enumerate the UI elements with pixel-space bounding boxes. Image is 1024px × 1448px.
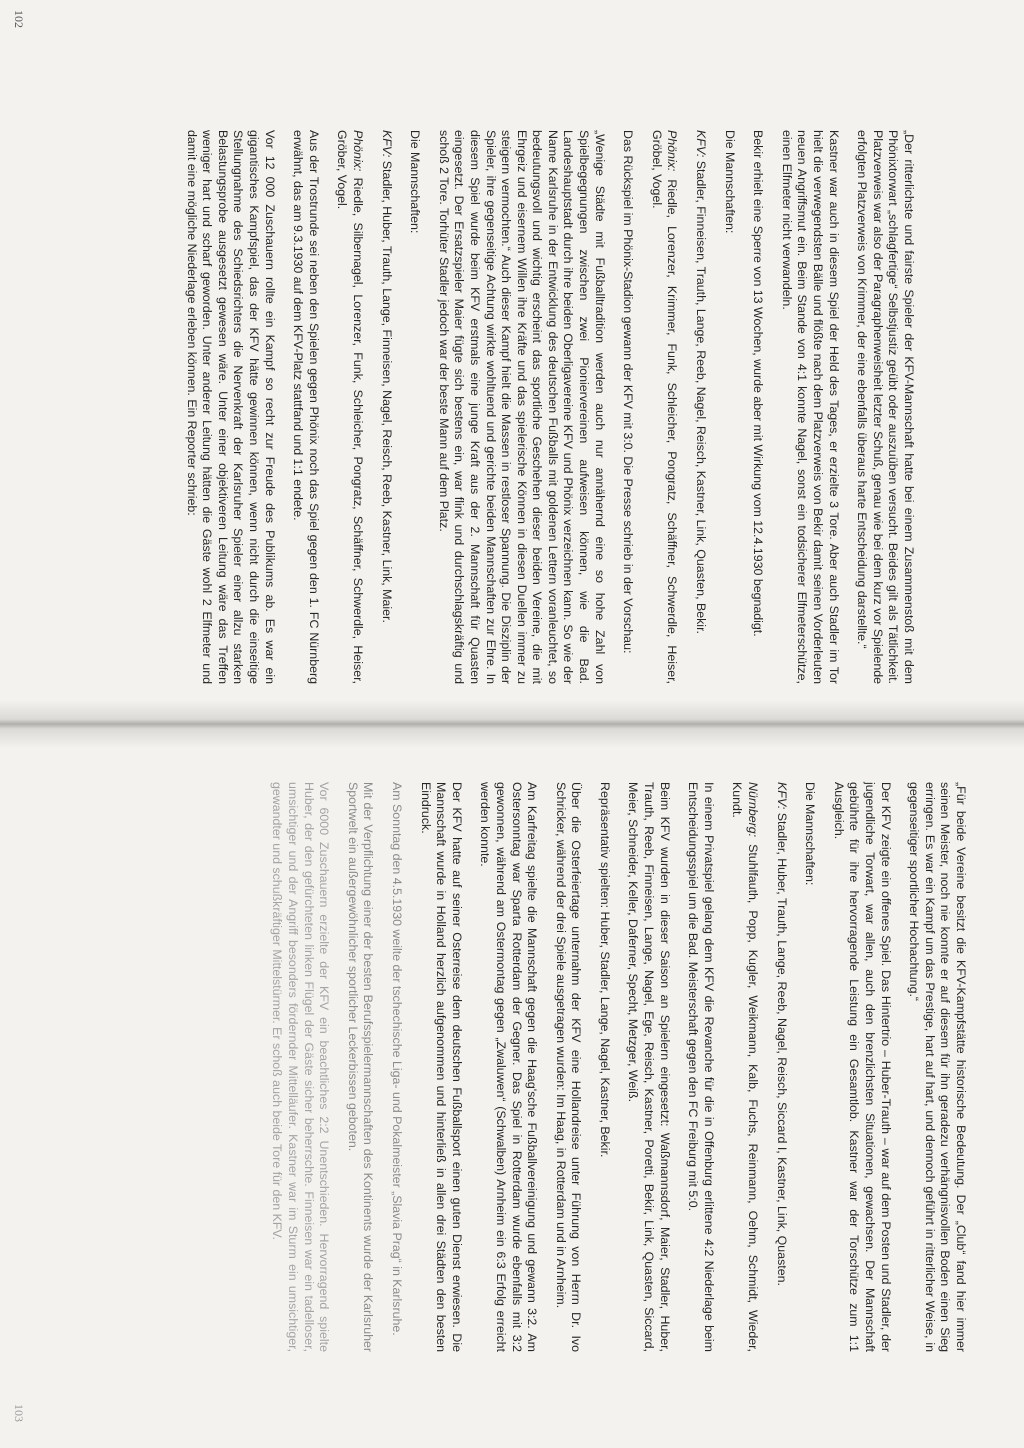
lineup-kfv-1-label: KFV: [694, 130, 709, 158]
lineup-kfv-2 [378, 130, 394, 684]
page-number-left: 102 [12, 10, 26, 28]
paragraph-bekir-sperre: Bekir erhielt eine Sperre von 13 Wochen, wurde aber mit Wirkung vom 12.4.1930 begnadigt. [751, 130, 766, 637]
paragraph-club-quote: „Für beide Vereine besitzt die KFV-Kampfstätte historische Bedeutung. Der „Club“ fand hier immer seinen Meister, noch nie konnte er auf diesem für ihn geradezu verhängnisvollen Boden einen Sieg erringen. Es war ein Kampf um das Prestige, hart auf hart, und dennoch geführt in ritterlicher Weise, in gegenseitiger sportlicher Hochachtung.“ [907, 782, 968, 1352]
paragraph-quote-ritterlich: „Der ritterlichste und fairste Spieler der KFV-Mannschaft hatte bei einem Zusammenstoß mit dem Phönixtorwart „schlagfertige“ Selbstjustiz geübt oder auszuüben versucht. Beides gilt als Tätlichkeit. Platzverweis war also der Paragraphenweisheit letzter Schuß, genau wie bei dem kurz vor Spielende erfolgten Platzverweis von Krimmer, der eine ebenfalls überaus harte Entscheidung darstellte.“ [855, 130, 916, 684]
paragraph-slavia-prag: Am Sonntag den 4.5.1930 weilte der tschechische Liga- und Pokalmeister „Slavia Prag“ in Karlsruhe. [389, 782, 404, 1336]
paragraph-mannschaften-3: Die Mannschaften: [803, 782, 818, 886]
paragraph-verpflichtung: Mit der Verpflichtung einer der besten Berufsspielermannschaften des Kontinents wurde der Karlsruher Sportwelt ein außergewöhnlicher sportlicher Leckerbissen geboten. [345, 782, 376, 1352]
lineup-kfv-3-label: KFV: [774, 782, 789, 810]
paragraph-kastner-held: Kastner war auch in diesem Spiel der Held des Tages, er erzielte 3 Tore. Aber auch Stadler im Tor hielt die verwegendsten Bälle und flößte nach dem Platzverweis von Bekir damit seinen Vorderleuten neuen Angriffsmut ein. Beim Stande von 4:1 konnte Nagel, sonst ein todsicherer Elfmeterschütze, einen Elfmeter nicht verwandeln. [779, 130, 841, 684]
paragraph-osterfeiertage: Über die Osterfeiertage unternahm der KFV eine Hollandreise unter Führung von Herrn Dr. Ivo Schricker, während der drei Spiele ausgetragen wurden: Im Haag, in Rotterdam und in Arnheim. [553, 782, 584, 1352]
lineup-phoenix-2-players: Riedle, Silbernagel, Lorenzer, Funk, Schleicher, Pongratz, Schäffner, Schwerdle, Heiser, Gröber, Vogel. [335, 130, 365, 684]
paragraph-karfreitag: Am Karfreitag spielte die Mannschaft gegen die Haag'sche Fußballvereinigung und gewann 3:2. Am Ostersonntag war Sparta Rotterdam der Gegner. Das Spiel in Rotterdam wurde ebenfalls mit 3:2 gewonnen, während am Ostermontag gegen „Zwaluwen“ (Schwalben) Arnheim ein 6:3 Erfolg erreicht werden konnte. [478, 782, 540, 1352]
page-number-right: 103 [12, 1404, 26, 1422]
paragraph-mannschaften-2: Die Mannschaften: [408, 130, 423, 234]
lineup-kfv-1-players: Stadler, Finneisen, Trauth, Lange, Reeb, Nagel, Reisch, Kastner, Link, Quasten, Bekir. [694, 157, 709, 634]
lineup-phoenix-2 [334, 130, 365, 684]
paragraph-osterreise: Der KFV hatte auf seiner Osterreise dem deutschen Fußballsport einen guten Dienst erwiesen. Die Mannschaft wurde in Holland herzlich aufgenommen und hinterließ in allen drei Städten den besten Eindruck. [418, 782, 464, 1352]
paragraph-offenes-spiel: Der KFV zeigte ein offenes Spiel. Das Hintertrio – Huber-Trauth – war auf dem Posten und Stadler, der jugendliche Torwart, war allen, auch den brenzlichsten Situationen, gewachsen. Der Mannschaft gebührte für ihre hervorragende Leistung ein Gesamtlob. Kastner war der Torschütze zum 1:1 Ausgleich. [831, 782, 893, 1352]
lineup-nuernberg-3 [729, 782, 760, 1352]
paragraph-privatspiel: In einem Privatspiel gelang dem KFV die Revanche für die in Offenburg erlittene 4:2 Niederlage beim Entscheidungsspiel um die Bad. Meisterschaft gegen den FC Freiburg mit 5:0. [686, 782, 716, 1352]
paragraph-12000-zuschauer: Vor 12 000 Zuschauern rollte ein Kampf so recht zur Freude des Publikums ab. Es war ein gigantisches Kampfspiel, das der KFV hätte gewinnen können, wenn nicht durch die einseitige Stellungnahme des Schiedsrichters die Nervenkraft der Karlsruher Spieler einer allzu starken Belastungsprobe ausgesetzt gewesen wäre. Unter einer objektiveren Leitung wäre das Treffen weniger hart und scharf geworden. Unter anderer Leitung hätten die Gäste wohl 2 Elfmeter und damit eine mögliche Niederlage erleben können. Ein Reporter schrieb: [184, 130, 277, 684]
right-page [0, 724, 1024, 1448]
paragraph-repraesentativ: Repräsentativ spielten: Huber, Stadler, Lange, Nagel, Kastner, Bekir. [597, 782, 612, 1158]
lineup-phoenix-1-players: Riedle, Lorenzer, Krimmer, Funk, Schleicher, Pongratz, Schäffner, Schwerdle, Heiser, Gröbel, Vogel. [649, 130, 680, 684]
lineup-kfv-3-players: Stadler, Huber, Trauth, Lange, Reeb, Nagel, Reisch, Siccard I, Kastner, Link, Quasten. [774, 809, 789, 1286]
paragraph-rueckspiel: Das Rückspiel im Phönix-Stadion gewann der KFV mit 3:0. Die Presse schrieb in der Vorschau: [621, 130, 636, 654]
lineup-kfv-2-players: Stadler, Huber, Trauth, Lange, Finneisen, Nagel, Reisch, Reeb, Kastner, Link, Maier. [379, 157, 394, 623]
paragraph-mannschaften-1: Die Mannschaften: [722, 130, 737, 234]
lineup-kfv-2-label: KFV: [379, 130, 394, 158]
paragraph-saison-spieler: Beim KFV wurden in dieser Saison an Spielern eingesetzt: Waßmannsdorf, Maier, Stadler, Huber, Trauth, Reeb, Finneisen, Lange, Nagel, Ege, Reisch, Kastner, Poretti, Bekir, Link, Quasten, Siccard, Meier, Schneider, Keller, Daferner, Specht, Metzger, Weiß. [626, 782, 672, 1352]
paragraph-trostrunde: Aus der Trostrunde sei neben den Spielen gegen Phönix noch das Spiel gegen den 1. FC Nürnberg erwähnt, das am 9.3.1930 auf dem KFV-Platz stattfand und 1:1 endete. [291, 130, 321, 684]
paragraph-vorschau-quote: „Wenige Städte mit Fußballtradition werden auch nur annähernd eine so hohe Zahl von Spielbegegnungen zwischen zwei Pioniervereinen aufweisen können, wie die Bad. Landeshauptstadt durch ihre beiden Oberligavereine KFV und Phönix verzeichnen kann. So wie der Name Karlsruhe in der Entwicklung des deutschen Fußballs mit goldenen Lettern voranleuchtet, so bedeutungsvoll und wichtig erscheint das sportliche Geschehen dieser beiden Vereine, die mit Ehrgeiz und eisernem Willen ihre Kräfte und das spielerische Können in diesen Duellen immer zu steigern vermochten.“ Auch dieser Kampf hielt die Massen in restloser Spannung. Die Disziplin der Spieler, ihre gegenseitige Achtung wirkte wohltuend und gerichte beiden Mannschaften zur Ehre. In diesem Spiel wurde beim KFV erstmals eine junge Kraft aus der 2. Mannschaft für Quasten eingesetzt. Der Ersatzspieler Maier fügte sich bestens ein, war flink und durchschlagskräftig und schoß 2 Tore. Torhüter Stadler jedoch war der beste Mann auf dem Platz. [436, 130, 607, 684]
lineup-nuernberg-3-label: Nürnberg: [746, 782, 761, 838]
lineup-phoenix-2-label: Phönix: [350, 130, 365, 172]
lineup-kfv-3 [773, 782, 789, 1352]
lineup-phoenix-1-label: Phönix: [665, 130, 680, 172]
lineup-nuernberg-3-players: Stuhlfauth, Popp, Kugler, Weikmann, Kalb, Fuchs, Reinmann, Oehm, Schmidt, Wieder, Kundt. [730, 782, 761, 1352]
lineup-kfv-1 [692, 130, 708, 684]
lineup-phoenix-1 [648, 130, 679, 684]
paragraph-6000-zuschauer: Vor 6000 Zuschauern erzielte der KFV ein beachtliches 2:2 Unentschieden. Hervorragend spielte Huber, der den gefürchteten linken Flügel der Gäste sicher beherrschte. Finneisen war ein tadelloser, umsichtiger und der Angriff besonders fördernder Mittelläufer. Kastner war im Sturm ein umsichtiger, gewandter und schußkräftiger Mittelstürmer. Er schoß auch beide Tore für den KFV. [270, 782, 332, 1352]
